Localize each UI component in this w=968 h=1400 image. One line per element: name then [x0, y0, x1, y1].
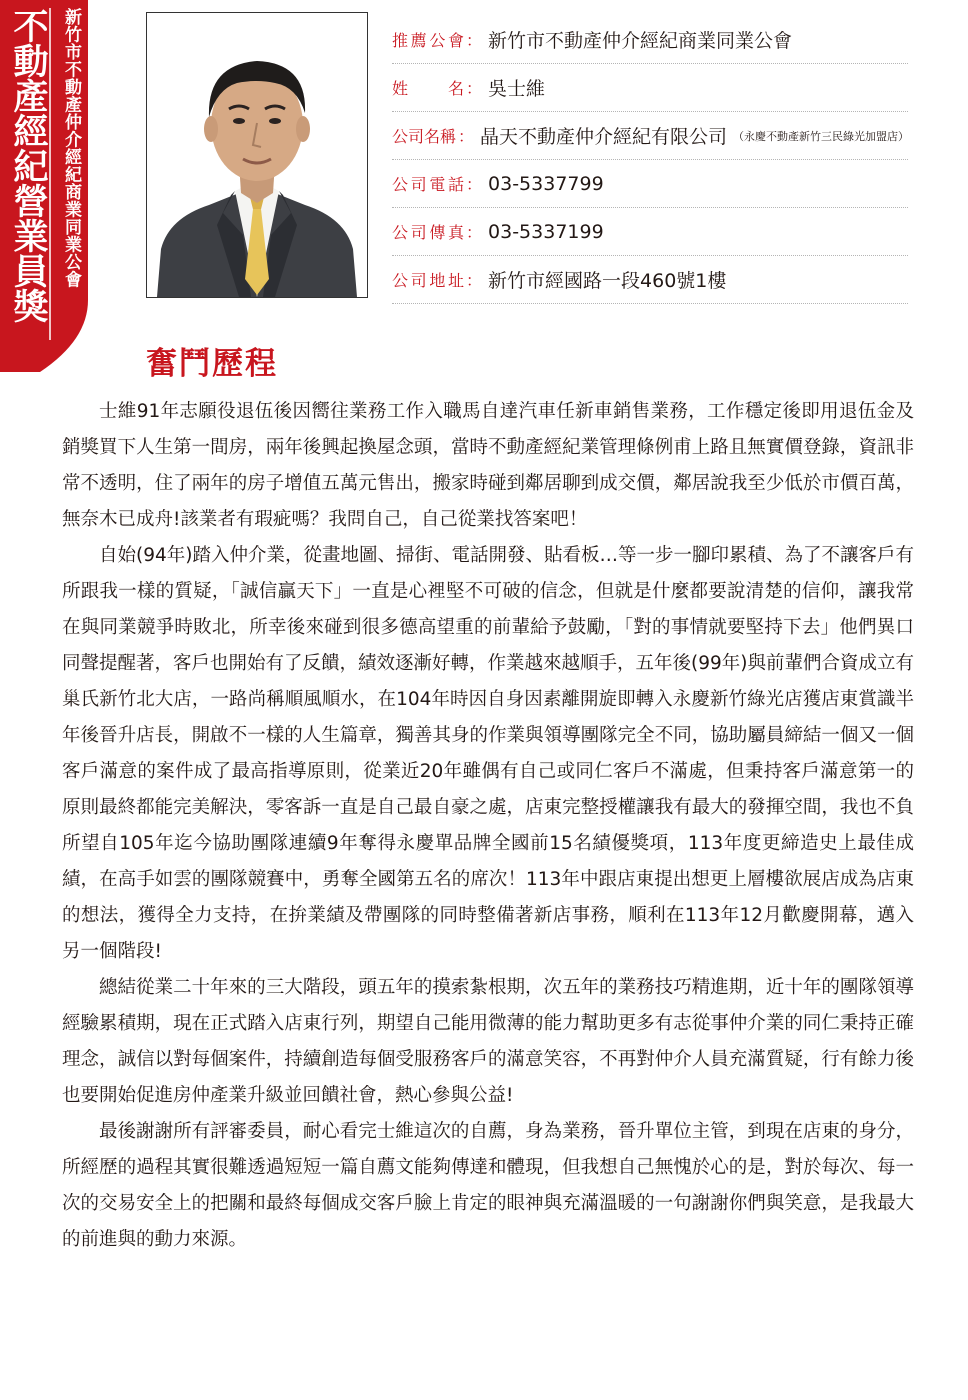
association-name: 新竹市不動產仲介經紀商業同業公會	[61, 8, 81, 288]
info-separator: ：	[458, 127, 475, 146]
essay-paragraph: 總結從業二十年來的三大階段，頭五年的摸索紮根期，次五年的業務技巧精進期，近十年的團隊領導經驗累積期，現在正式踏入店東行列，期望自己能用微薄的能力幫助更多有志從事仲介業的同仁秉持正確理念，誠信以對每個案件，持續創造每個受服務客戶的滿意笑容，不再對仲介人員充滿質疑，行有餘力後也要開始促進房仲產業升級並回饋社會，熱心參與公益!	[62, 977, 914, 1106]
info-separator: ：	[466, 175, 483, 194]
essay-body	[62, 394, 914, 1258]
info-row-name	[392, 64, 908, 112]
info-value: 03-5337799	[488, 172, 604, 195]
award-title: 不動產經紀營業員獎	[8, 8, 48, 323]
info-label: 推薦公會	[392, 31, 464, 50]
info-separator: ：	[466, 271, 483, 290]
portrait-photo	[146, 12, 368, 298]
nominee-info	[392, 16, 908, 304]
info-row-phone	[392, 160, 908, 208]
info-row-address	[392, 256, 908, 304]
info-value: 新竹市不動產仲介經紀商業同業公會	[488, 30, 793, 52]
info-separator: ：	[466, 223, 483, 242]
info-label: 姓名	[392, 79, 464, 98]
info-label: 公司傳真	[392, 223, 464, 242]
info-note: （永慶不動產新竹三民綠光加盟店）	[733, 129, 910, 143]
info-value: 新竹市經國路一段460號1樓	[488, 270, 727, 292]
info-separator: ：	[466, 31, 483, 50]
essay-paragraph: 士維91年志願役退伍後因嚮往業務工作入職馬自達汽車任新車銷售業務，工作穩定後即用退伍金及銷獎買下人生第一間房，兩年後興起換屋念頭，當時不動產經紀業管理條例甫上路且無實價登錄，資訊非常不透明，住了兩年的房子增值五萬元售出，搬家時碰到鄰居聊到成交價，鄰居說我至少低於市價百萬，無奈木已成舟!該業者有瑕疵嗎？我問自己，自己從業找答案吧！	[62, 401, 914, 530]
award-banner	[0, 0, 88, 372]
info-row-association	[392, 16, 908, 64]
info-value: 03-5337199	[488, 220, 604, 243]
info-label: 公司名稱	[392, 127, 457, 146]
essay-paragraph: 自始(94年)踏入仲介業，從畫地圖、掃街、電話開發、貼看板…等一步一腳印累積、為了不讓客戶有所跟我一樣的質疑，「誠信贏天下」一直是心裡堅不可破的信念，但就是什麼都要說清楚的信仰，讓我常在與同業競爭時敗北，所幸後來碰到很多德高望重的前輩給予鼓勵，「對的事情就要堅持下去」他們異口同聲提醒著，客戶也開始有了反饋，績效逐漸好轉，作業越來越順手，五年後(99年)與前輩們合資成立有巢氏新竹北大店，一路尚稱順風順水，在104年時因自身因素離開旋即轉入永慶新竹綠光店獲店東賞識半年後晉升店長，開啟不一樣的人生篇章，獨善其身的作業與領導團隊完全不同，協助屬員締結一個又一個客戶滿意的案件成了最高指導原則，從業近20年雖偶有自己或同仁客戶不滿處，但秉持客戶滿意第一的原則最終都能完美解決，零客訴一直是自己最自豪之處，店東完整授權讓我有最大的發揮空間，我也不負所望自105年迄今協助團隊連續9年奪得永慶單品牌全國前15名績優獎項，113年度更締造史上最佳成績，在高手如雲的團隊競賽中，勇奪全國第五名的席次！113年中跟店東提出想更上層樓欲展店成為店東的想法，獲得全力支持，在拚業績及帶團隊的同時整備著新店事務，順利在113年12月歡慶開幕，邁入另一個階段!	[62, 545, 914, 962]
portrait-image	[147, 13, 367, 297]
section-heading: 奮鬥歷程	[146, 346, 278, 382]
essay-paragraph: 最後謝謝所有評審委員，耐心看完士維這次的自薦，身為業務，晉升單位主管，到現在店東的身分，所經歷的過程其實很難透過短短一篇自薦文能夠傳達和體現，但我想自己無愧於心的是，對於每次、每一次的交易安全上的把關和最終每個成交客戶臉上肯定的眼神與充滿溫暖的一句謝謝你們與笑意，是我最大的前進與的動力來源。	[62, 1121, 914, 1250]
info-label: 公司電話	[392, 175, 464, 194]
info-separator: ：	[466, 79, 483, 98]
info-value: 吳士維	[488, 78, 546, 100]
info-label: 公司地址	[392, 271, 464, 290]
info-row-company	[392, 112, 908, 160]
info-row-fax	[392, 208, 908, 256]
info-value: 晶天不動產仲介經紀有限公司	[480, 126, 728, 148]
